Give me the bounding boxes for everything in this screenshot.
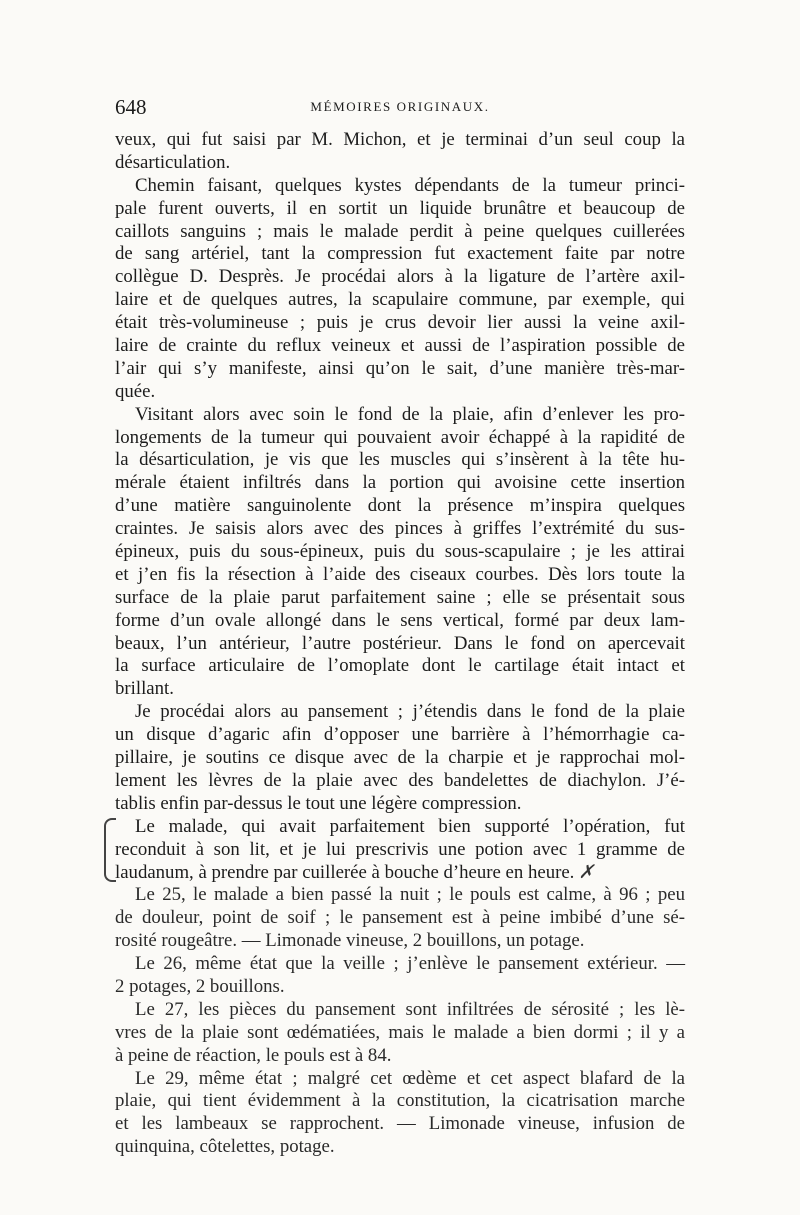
text-line: Le 26, même état que la veille ; j’enlève le pansement extérieur. — bbox=[135, 953, 685, 975]
text-line: était très-volumineuse ; puis je crus devoir lier aussi la veine axil- bbox=[115, 312, 685, 334]
text-line: d’une matière sanguinolente dont la présence m’inspira quelques bbox=[115, 495, 685, 517]
text-line: brillant. bbox=[115, 678, 174, 700]
handwritten-cross-mark: ✗ bbox=[578, 861, 595, 883]
text-line: pillaire, je soutins ce disque avec de la charpie et je rapprochai mol- bbox=[115, 747, 685, 769]
text-line: surface de la plaie parut parfaitement saine ; elle se présentait sous bbox=[115, 586, 685, 608]
text-line: 2 potages, 2 bouillons. bbox=[115, 975, 285, 997]
text-line: caillots sanguins ; mais le malade perdit à peine quelques cuillerées bbox=[115, 220, 685, 242]
text-line: Le 25, le malade a bien passé la nuit ; le pouls est calme, à 96 ; peu bbox=[135, 884, 685, 906]
text-line: et j’en fis la résection à l’aide des ciseaux courbes. Dès lors toute la bbox=[115, 563, 685, 585]
text-line-with-mark bbox=[115, 862, 685, 885]
text-line: laudanum, à prendre par cuillerée à bouche d’heure en heure. bbox=[115, 861, 575, 883]
text-line: la surface articulaire de l’omoplate dont le cartilage était intact et bbox=[115, 655, 685, 677]
text-line: quinquina, côtelettes, potage. bbox=[115, 1136, 335, 1158]
text-line: Je procédai alors au pansement ; j’étendis dans le fond de la plaie bbox=[135, 701, 685, 723]
text-line: Le 29, même état ; malgré cet œdème et cet aspect blafard de la bbox=[135, 1067, 685, 1089]
text-line: lement les lèvres de la plaie avec des bandelettes de diachylon. J’é- bbox=[115, 769, 685, 791]
text-line: vres de la plaie sont œdématiées, mais le malade a bien dormi ; il y a bbox=[115, 1021, 685, 1043]
text-line: tablis enfin par-dessus le tout une légère compression. bbox=[115, 792, 522, 814]
body-text bbox=[115, 129, 685, 1159]
text-line: quée. bbox=[115, 380, 156, 402]
text-line: collègue D. Desprès. Je procédai alors à la ligature de l’artère axil- bbox=[115, 266, 685, 288]
text-line: laire de crainte du reflux veineux et aussi de l’aspiration possible de bbox=[115, 335, 685, 357]
text-line: un disque d’agaric afin d’opposer une barrière à l’hémorrhagie ca- bbox=[115, 724, 685, 746]
text-line: Le 27, les pièces du pansement sont infiltrées de sérosité ; les lè- bbox=[135, 998, 685, 1020]
text-line: craintes. Je saisis alors avec des pinces à griffes l’extrémité du sus- bbox=[115, 518, 685, 540]
text-line: de douleur, point de soif ; le pansement est à peine imbibé d’une sé- bbox=[115, 907, 685, 929]
text-line: Chemin faisant, quelques kystes dépendants de la tumeur princi- bbox=[135, 174, 685, 196]
text-line: de sang artériel, tant la compression fut exactement faite par notre bbox=[115, 243, 685, 265]
text-line: rosité rougeâtre. — Limonade vineuse, 2 bouillons, un potage. bbox=[115, 930, 585, 952]
text-line: mérale étaient infiltrés dans la portion qui avoisine cette insertion bbox=[115, 472, 685, 494]
text-line: plaie, qui tient évidemment à la constitution, la cicatrisation marche bbox=[115, 1090, 685, 1112]
page-number: 648 bbox=[115, 95, 147, 119]
text-line: et les lambeaux se rapprochent. — Limonade vineuse, infusion de bbox=[115, 1113, 685, 1135]
text-line: l’air qui s’y manifeste, ainsi qu’on le sait, d’une manière très-mar- bbox=[115, 357, 685, 379]
text-line: à peine de réaction, le pouls est à 84. bbox=[115, 1044, 392, 1066]
text-line: épineux, puis du sous-épineux, puis du sous-scapulaire ; je les attirai bbox=[115, 541, 685, 563]
text-line: désarticulation. bbox=[115, 151, 231, 173]
text-line: forme d’un ovale allongé dans le sens vertical, formé par deux lam- bbox=[115, 609, 685, 631]
text-line: pale furent ouverts, il en sortit un liquide brunâtre et beaucoup de bbox=[115, 197, 685, 219]
text-line: Visitant alors avec soin le fond de la plaie, afin d’enlever les pro- bbox=[135, 403, 685, 425]
page-header bbox=[115, 92, 685, 122]
text-line: beaux, l’un antérieur, l’autre postérieur. Dans le fond on apercevait bbox=[115, 632, 685, 654]
text-line: longements de la tumeur qui pouvaient avoir échappé à la rapidité de bbox=[115, 426, 685, 448]
running-title: MÉMOIRES ORIGINAUX. bbox=[310, 99, 490, 114]
text-line: veux, qui fut saisi par M. Michon, et je terminai d’un seul coup la bbox=[115, 129, 685, 150]
text-line: laire et de quelques autres, la scapulaire commune, par exemple, qui bbox=[115, 289, 685, 311]
text-line: reconduit à son lit, et je lui prescrivis une potion avec 1 gramme de bbox=[115, 838, 685, 860]
text-line: Le malade, qui avait parfaitement bien supporté l’opération, fut bbox=[135, 815, 685, 837]
text-line: la désarticulation, je vis que les muscles qui s’insèrent à la tête hu- bbox=[115, 449, 685, 471]
